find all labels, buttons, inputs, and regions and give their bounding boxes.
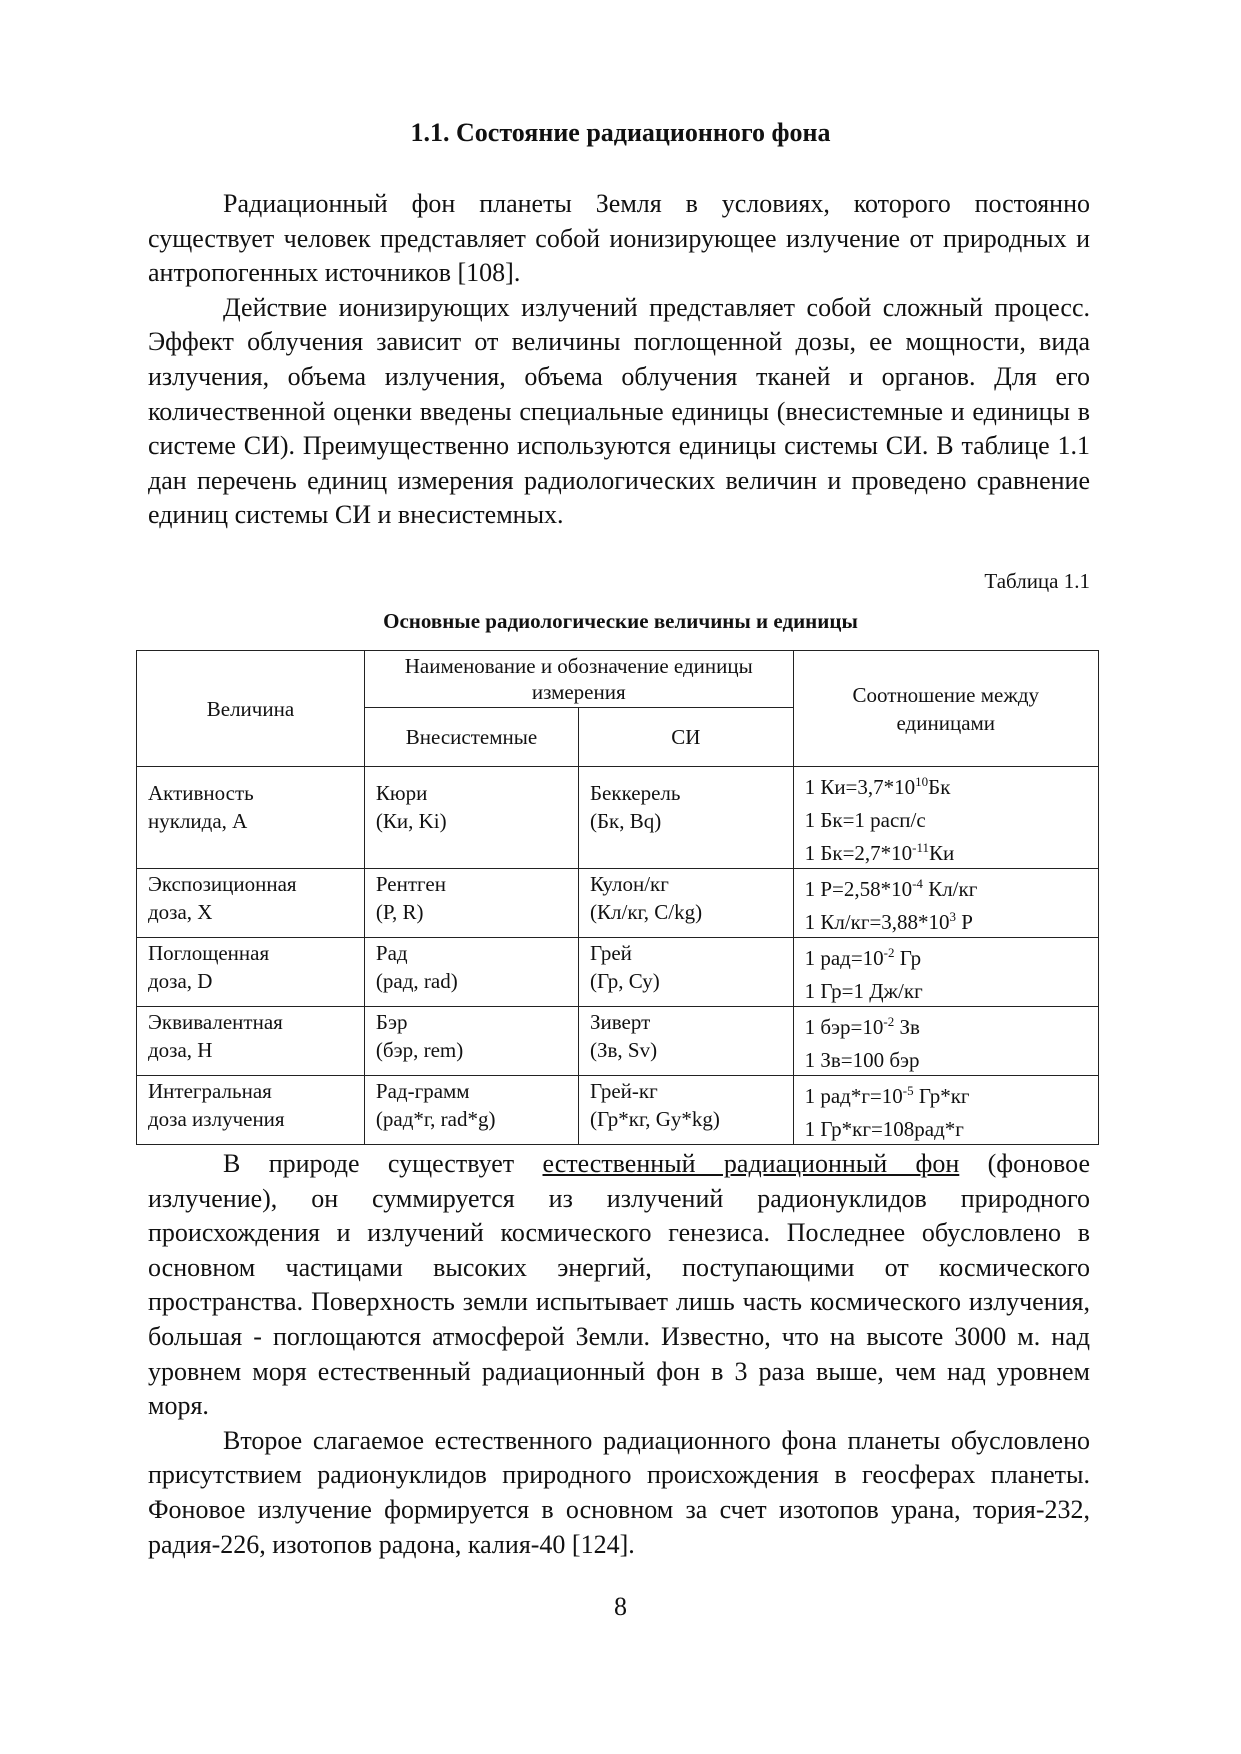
relation-text: 1 Гр=1 Дж/кг <box>804 979 923 1003</box>
cell-line: Активность <box>148 781 254 805</box>
relation-line <box>805 834 1087 867</box>
relation-line <box>805 1077 1087 1110</box>
cell-quantity <box>137 938 365 1007</box>
relation-line <box>805 1041 1087 1074</box>
natural-background-term: естественный радиационный фон <box>542 1149 960 1178</box>
header-relation: Соотношение между единицами <box>793 651 1098 767</box>
units-table <box>136 650 1099 1145</box>
cell-line: Рад-грамм <box>375 1079 470 1103</box>
relation-text: 1 Бк=1 расп/с <box>804 808 926 832</box>
relation-exponent: 10 <box>915 774 929 789</box>
table-row <box>137 767 1099 869</box>
relation-exponent: -4 <box>912 876 923 891</box>
relation-exponent: 3 <box>949 909 957 924</box>
header-si: СИ <box>579 708 794 767</box>
cell-line: доза, D <box>148 969 213 993</box>
relation-line <box>805 870 1087 903</box>
intro-paragraph-2: Действие ионизирующих излучений представляет собой сложный процесс. Эффект облучения зависит от величины поглощенной дозы, ее мощности, вида излучения, объема излучения, объема облучения тканей и органов. Для его количественной оценки введены специальные единицы (внесистемные и единицы в системе СИ). Преимущественно используются единицы системы СИ. В таблице 1.1 дан перечень единиц измерения радиологических величин и проведено сравнение единиц системы СИ и внесистемных. <box>148 292 1090 530</box>
relation-line <box>805 939 1087 972</box>
table-row <box>137 869 1099 938</box>
cell-line: (Бк, Bq) <box>590 809 662 833</box>
outro-paragraph-1 <box>148 1147 1090 1424</box>
relation-text: 1 Бк=2,7*10 <box>804 841 913 865</box>
cell-quantity <box>137 767 365 869</box>
header-quantity: Величина <box>137 651 365 767</box>
relation-line <box>805 1110 1087 1143</box>
cell-line: Рентген <box>375 872 446 896</box>
cell-si-unit <box>579 1076 794 1145</box>
cell-line: (Р, R) <box>375 900 424 924</box>
table-row <box>137 1076 1099 1145</box>
relation-text: 1 бэр=10 <box>804 1015 884 1039</box>
cell-si-unit <box>579 869 794 938</box>
cell-si-unit <box>579 938 794 1007</box>
table-header-row <box>137 651 1099 708</box>
relation-line <box>805 972 1087 1005</box>
relation-text: 1 рад=10 <box>804 946 884 970</box>
relation-exponent: -2 <box>883 945 895 960</box>
table-row <box>137 938 1099 1007</box>
relation-text: 1 Ки=3,7*10 <box>804 775 916 799</box>
relation-text: 1 Р=2,58*10 <box>804 877 913 901</box>
cell-quantity <box>137 1007 365 1076</box>
cell-si-unit <box>579 767 794 869</box>
cell-quantity <box>137 869 365 938</box>
cell-si-unit <box>579 1007 794 1076</box>
cell-line: доза излучения <box>148 1107 285 1131</box>
cell-non-system-unit <box>364 1076 578 1145</box>
cell-line: Беккерель <box>590 781 681 805</box>
cell-line: Кюри <box>375 781 428 805</box>
relation-exponent: -5 <box>902 1083 914 1098</box>
outro-p1-start: В природе существует <box>223 1149 543 1178</box>
relation-exponent: -2 <box>883 1014 895 1029</box>
cell-line: Зиверт <box>590 1010 651 1034</box>
outro-p1-rest: (фоновое излучение), он суммируется из излучений радионуклидов природного происхождения и излучений космического генезиса. Последнее обусловлено в основном частицами высоких энергий, поступающими от космического пространства. Поверхность земли испытывает лишь часть космического излучения, большая - поглощаются атмосферой Земли. Известно, что на высоте 3000 м. над уровнем моря естественный радиационный фон в 3 раза выше, чем над уровнем моря. <box>148 1149 1091 1421</box>
intro-paragraph-1: Радиационный фон планеты Земля в условиях, которого постоянно существует человек представляет собой ионизирующее излучение от природных и антропогенных источников [108]. <box>148 189 1090 288</box>
relation-text: 1 рад*г=10 <box>804 1084 903 1108</box>
cell-non-system-unit <box>364 938 578 1007</box>
relation-unit: Бк <box>928 775 951 799</box>
cell-relation <box>793 1007 1098 1076</box>
relation-text: 1 Кл/кг=3,88*10 <box>804 910 950 934</box>
cell-line: Поглощенная <box>148 941 270 965</box>
cell-line: (Ки, Ki) <box>375 809 447 833</box>
cell-line: Экспозиционная <box>148 872 297 896</box>
cell-line: (Зв, Sv) <box>590 1038 658 1062</box>
cell-line: Интегральная <box>148 1079 272 1103</box>
table-row <box>137 1007 1099 1076</box>
cell-non-system-unit <box>364 869 578 938</box>
relation-unit: Гр <box>894 946 922 970</box>
outro-text <box>148 1147 1090 1562</box>
cell-line: Кулон/кг <box>590 872 669 896</box>
cell-non-system-unit <box>364 767 578 869</box>
cell-relation <box>793 767 1098 869</box>
relation-unit: Р <box>956 910 973 934</box>
page-number: 8 <box>614 1592 627 1621</box>
cell-line: (Гр*кг, Gy*kg) <box>590 1107 720 1131</box>
relation-exponent: -11 <box>912 840 930 855</box>
cell-non-system-unit <box>364 1007 578 1076</box>
outro-paragraph-2: Второе слагаемое естественного радиационного фона планеты обусловлено присутствием радионуклидов природного происхождения в геосферах планеты. Фоновое излучение формируется в основном за счет изотопов урана, тория-232, радия-226, изотопов радона, калия-40 [124]. <box>148 1425 1090 1559</box>
cell-line: (рад*г, rad*g) <box>375 1107 496 1131</box>
cell-line: Бэр <box>375 1010 408 1034</box>
cell-line: (рад, rad) <box>375 969 458 993</box>
cell-line: Грей-кг <box>590 1079 658 1103</box>
cell-relation <box>793 938 1098 1007</box>
cell-line: Рад <box>375 941 408 965</box>
relation-unit: Зв <box>894 1015 920 1039</box>
table-title: Основные радиологические величины и единицы <box>383 609 858 633</box>
header-unit-group: Наименование и обозначение единицы измерения <box>364 651 793 708</box>
cell-line: (Кл/кг, C/kg) <box>590 900 703 924</box>
cell-line: (Гр, Су) <box>590 969 660 993</box>
cell-quantity <box>137 1076 365 1145</box>
intro-text <box>148 187 1090 533</box>
relation-line <box>805 801 1087 834</box>
relation-unit: Ки <box>929 841 955 865</box>
header-non-system: Внесистемные <box>364 708 578 767</box>
relation-text: 1 Зв=100 бэр <box>804 1048 920 1072</box>
relation-unit: Кл/кг <box>922 877 978 901</box>
table-body <box>137 767 1099 1145</box>
table-number: Таблица 1.1 <box>984 569 1090 593</box>
cell-line: Эквивалентная <box>148 1010 283 1034</box>
cell-relation <box>793 1076 1098 1145</box>
relation-line <box>805 768 1087 801</box>
cell-line: Грей <box>590 941 632 965</box>
cell-line: нуклида, А <box>148 809 248 833</box>
relation-text: 1 Гр*кг=108рад*г <box>804 1117 964 1141</box>
section-title: 1.1. Состояние радиационного фона <box>410 118 831 147</box>
cell-line: (бэр, rem) <box>375 1038 464 1062</box>
cell-line: доза, X <box>148 900 213 924</box>
relation-line <box>805 903 1087 936</box>
cell-relation <box>793 869 1098 938</box>
relation-line <box>805 1008 1087 1041</box>
cell-line: доза, Н <box>148 1038 213 1062</box>
relation-unit: Гр*кг <box>913 1084 970 1108</box>
